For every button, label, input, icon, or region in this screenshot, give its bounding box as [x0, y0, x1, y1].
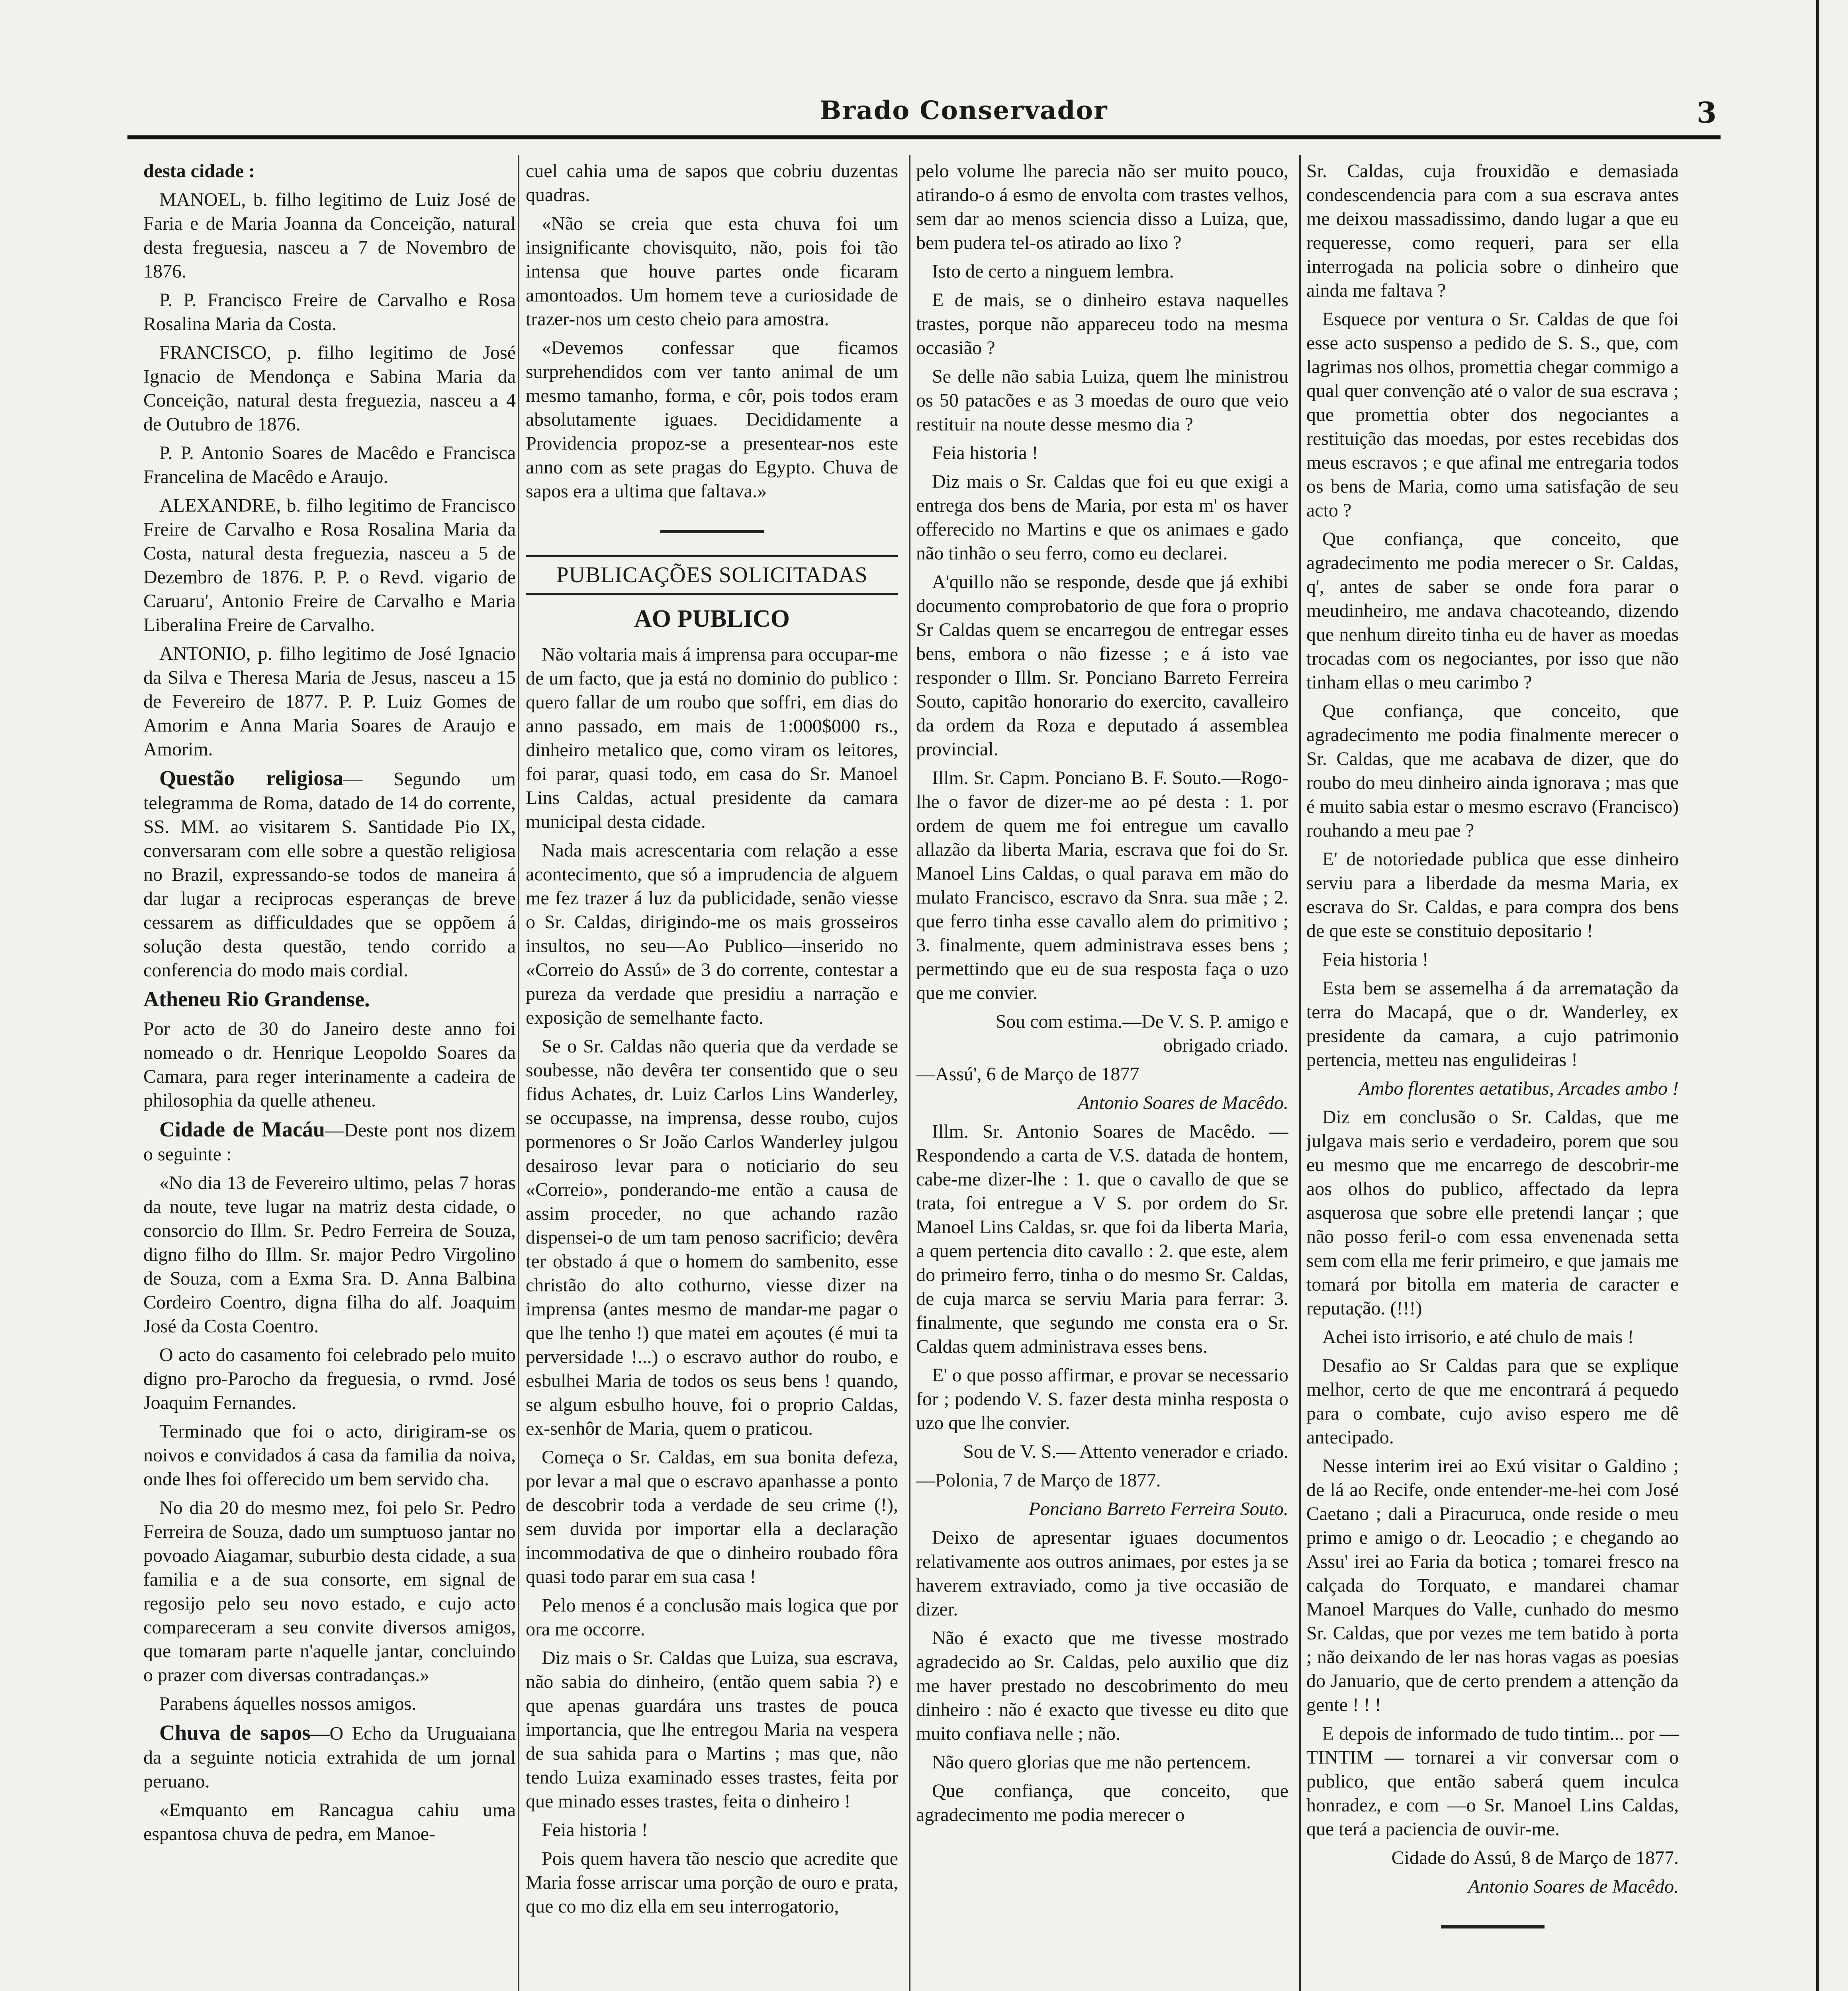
paragraph: Esquece por ventura o Sr. Caldas de que foi esse acto suspenso a pedido de S. S., que, com lagrimas nos olhos, promettia chegar commigo a qual quer convenção até o valor de sua escrava ; que promettia obter dos negociantes a restituição das moedas, por estes recebidas dos meus escravos ; e que afinal me entregaria todos os bens de Maria, como uma satisfação de seu acto ? [1306, 309, 1679, 521]
paragraph: Feia historia ! [542, 1819, 648, 1840]
letter-closing: Sou com estima.—De V. S. P. amigo e obrigado criado. [995, 1011, 1288, 1056]
ornament-rule [526, 515, 898, 539]
paragraph: —O Echo da Uruguaiana da a seguinte noticia extrahida de um jornal peruano. [143, 1723, 516, 1792]
paragraph: desta cidade : [143, 160, 255, 182]
paragraph: Começa o Sr. Caldas, em sua bonita defeza, por levar a mal que o escravo apanhasse a ponto de descobrir toda a verdade de seu crime (!), sem duvida por importar ella a declaração incommodativa de que o dinheiro roubado fôra quasi todo parar em sua casa ! [526, 1447, 898, 1587]
paragraph: Parabens áquelles nossos amigos. [159, 1693, 417, 1714]
article-atheneu [143, 987, 516, 1012]
paragraph: Deixo de apresentar iguaes documentos relativamente aos outros animaes, por estes ja se haverem extraviado, como ja tive occasião de dizer. [916, 1527, 1288, 1620]
paragraph: Feia historia ! [1322, 949, 1429, 970]
paragraph: — Segundo um telegramma de Roma, datado de 14 do corrente, SS. MM. ao visitarem S. Santidade Pio IX, conversaram com elle sobre a questão religiosa no Brazil, expressando-se todos de maneira á dar lugar a reciprocas esperanças de breve cessarem as difficuldades que se oppõem á solução desta questão, tendo corrido a conferencia do modo mais cordial. [143, 769, 516, 981]
paragraph: «No dia 13 de Fevereiro ultimo, pelas 7 horas da noute, teve lugar na matriz desta cidade, o consorcio do Illm. Sr. Pedro Ferreira de Souza, digno filho do Illm. Sr. major Pedro Virgolino de Souza, com a Exma Sra. D. Anna Balbina Cordeiro Coentro, digna filha do alf. Joaquim José da Costa Coentro. [143, 1172, 516, 1337]
paragraph: Nada mais acrescentaria com relação a esse acontecimento, que só a imprudencia de alguem me fez trazer á luz da publicidade, senão viesse o Sr. Caldas, dirigindo-me os mais grosseiros insultos, no seu—Ao Publico—inserido no «Correio do Assú» de 3 do corrente, contestar a pureza da verdade que presidiu a narração e exposição de semelhante facto. [526, 840, 898, 1028]
masthead [127, 88, 1721, 143]
article-heading: Atheneu Rio Grandense. [143, 987, 370, 1011]
paragraph: Não é exacto que me tivesse mostrado agradecido ao Sr. Caldas, pelo auxilio que diz me haver prestado no descobrimento do meu dinheiro : não é exacto que tivesse eu dito que muito confiava nelle ; não. [916, 1627, 1288, 1744]
paragraph: No dia 20 do mesmo mez, foi pelo Sr. Pedro Ferreira de Souza, dado um sumptuoso jantar no povoado Aiagamar, suburbio desta cidade, a sua familia e a de sua consorte, em signal de regosijo pelo seu novo estado, e cujo acto compareceram a seu convite diversos amigos, que tomaram parte n'aquelle jantar, concluindo o prazer com diversas contradanças.» [143, 1497, 516, 1686]
column-3 [916, 159, 1288, 1991]
paragraph: ALEXANDRE, b. filho legitimo de Francisco Freire de Carvalho e Rosa Rosalina Maria da Costa, natural desta freguezia, nasceu a 5 de Dezembro de 1876. P. P. o Revd. vigario de Caruaru', Antonio Freire de Carvalho e Maria Liberalina Freire de Carvalho. [143, 495, 516, 636]
masthead-rule [127, 135, 1721, 139]
page-number: 3 [1696, 96, 1717, 129]
paragraph: Que confiança, que conceito, que agradecimento me podia merecer o Sr. Caldas, q', antes de saber se onde fora parar o meudinheiro, me andava chacoteando, dizendo que nenhum direito tinha eu de haver as moedas trocadas com os negociantes, por isso que não tinham ellas o meu carimbo ? [1306, 528, 1679, 693]
article-cidade-macau [143, 1117, 516, 1166]
paragraph: Esta bem se assemelha á da arrematação da terra do Macapá, que o dr. Wanderley, ex presidente da camara, a cujo patrimonio pertencia, metteu nas engulideiras ! [1306, 978, 1679, 1070]
paragraph: «Não se creia que esta chuva foi um insignificante chovisquito, não, pois foi tão intensa que houve partes onde ficaram amontoados. Um homem teve a curiosidade de trazer-nos um cesto cheio para amostra. [526, 213, 898, 330]
paragraph: —Deste pont nos dizem o seguinte : [143, 1120, 516, 1165]
paragraph: Pelo menos é a conclusão mais logica que por ora me occorre. [526, 1595, 898, 1640]
column-divider [1299, 155, 1301, 1991]
article-title: AO PUBLICO [634, 605, 790, 632]
paragraph: Que confiança, que conceito, que agradecimento me podia finalmente merecer o Sr. Caldas, que me acabava de dizer, que do roubo do meu dinheiro ainda ignorava ; mas que é muito sabia estar o mesmo escravo (Francisco) rouhando a meu pae ? [1306, 700, 1679, 841]
paragraph: Terminado que foi o acto, dirigiram-se os noivos e convidados á casa da familia da noiva, onde lhes foi offerecido um bem servido cha. [143, 1421, 516, 1490]
paragraph: Não voltaria mais á imprensa para occupar-me de um facto, que ja está no dominio do publico : quero fallar de um roubo que soffri, em dias do anno passado, em mais de 1:000$000 rs., dinheiro metalico que, como viram os leitores, foi parar, quasi todo, em casa do Sr. Manoel Lins Caldas, actual presidente da camara municipal desta cidade. [526, 644, 898, 832]
signature: Ponciano Barreto Ferreira Souto. [1028, 1498, 1288, 1520]
article-chuva-sapos [143, 1721, 516, 1793]
letter-paragraph: Illm. Sr. Antonio Soares de Macêdo. —Respondendo a carta de V.S. datada de hontem, cabe-me dizer-lhe : 1. que o cavallo de que se trata, foi entregue a V S. por ordem do Sr. Manoel Lins Caldas, sr. que foi da liberta Maria, a quem pertencia dito cavallo : 2. que este, alem do primeiro ferro, tinha o do mesmo Sr. Caldas, de cuja marca se serviu Maria para ferrar: 3. finalmente, que segundo me consta era o Sr. Caldas quem administrava esses bens. [916, 1121, 1288, 1357]
paragraph: Por acto de 30 do Janeiro deste anno foi nomeado o dr. Henrique Leopoldo Soares da Camara, para reger interinamente a cadeira de philosophia da quelle atheneu. [143, 1018, 516, 1111]
paragraph: Desafio ao Sr Caldas para que se explique melhor, certo de que me encontrará á pequedo para o combate, cujo aviso espero me dê antecipado. [1306, 1355, 1679, 1448]
paragraph: Isto de certo a ninguem lembra. [932, 261, 1174, 282]
letter-date: —Polonia, 7 de Março de 1877. [916, 1470, 1161, 1491]
paragraph: Achei isto irrisorio, e até chulo de mais ! [1322, 1326, 1634, 1348]
newspaper-title: Brado Conservador [820, 96, 1108, 125]
paragraph: ANTONIO, p. filho legitimo de José Ignacio da Silva e Theresa Maria de Jesus, nasceu a 15 de Fevereiro de 1877. P. P. Luiz Gomes de Amorim e Anna Maria Soares de Araujo e Amorim. [143, 643, 516, 760]
paragraph: Feia historia ! [932, 442, 1038, 464]
paragraph: A'quillo não se responde, desde que já exhibi documento comprobatorio de que fora o proprio Sr Caldas quem se encarregou de entregar esses bens, embora o não fizesse ; e á isto vae responder o Illm. Sr. Ponciano Barreto Ferreira Souto, capitão honorario do exercito, cavalleiro da ordem da Roza e deputado á assemblea provincial. [916, 571, 1288, 760]
paragraph: MANOEL, b. filho legitimo de Luiz José de Faria e de Maria Joanna da Conceição, natural desta freguesia, nasceu a 7 de Novembro de 1876. [143, 189, 516, 282]
paragraph: Diz em conclusão o Sr. Caldas, que me julgava mais serio e verdadeiro, porem que sou eu mesmo que me encarrego de descobrir-me aos olhos do publico, affectado da lepra asquerosa que sobre elle pretendi lançar ; que não posso feril-o com essa envenenada setta sem com ella me ferir primeiro, e que jamais me tomará por bitolla em materia de caracter e reputação. (!!!) [1306, 1107, 1679, 1319]
paragraph: E de mais, se o dinheiro estava naquelles trastes, porque não appareceu todo na mesma occasião ? [916, 289, 1288, 358]
article-questao-religiosa [143, 766, 516, 982]
column-divider [909, 155, 910, 1991]
paragraph: Nesse interim irei ao Exú visitar o Galdino ; de lá ao Recife, onde entender-me-hei com José Caetano ; dali a Piracuruca, onde reside o meu primo e amigo o dr. Leocadio ; e chegando ao Assu' irei ao Faria da botica ; tomarei fresco na calçada do Torquato, e mandarei chamar Manoel Marques do Valle, cunhado do mesmo Sr. Caldas, que por vezes me tem batido à porta ; não deixando de ler nas horas vagas as poesias do Januario, que de certo prendem a attenção da gente ! ! ! [1306, 1455, 1679, 1715]
page-edge [1816, 0, 1819, 1991]
column-divider [518, 155, 519, 1991]
paragraph: pelo volume lhe parecia não ser muito pouco, atirando-o á esmo de envolta com trastes velhos, sem dar ao menos sciencia disso a Luiza, que, bem pudera tel-os atirado ao lixo ? [916, 160, 1288, 253]
paragraph: Se delle não sabia Luiza, quem lhe ministrou os 50 patacões e as 3 moedas de ouro que veio restituir na noute desse mesmo dia ? [916, 366, 1288, 435]
letter-date: —Assú', 6 de Março de 1877 [916, 1064, 1139, 1085]
paragraph: E' de notoriedade publica que esse dinheiro serviu para a liberdade da mesma Maria, ex escrava do Sr. Caldas, e para compra dos bens de que este se constituio depositario ! [1306, 849, 1679, 941]
paragraph: FRANCISCO, p. filho legitimo de José Ignacio de Mendonça e Sabina Maria da Conceição, natural desta freguezia, nasceu a 4 de Outubro de 1876. [143, 342, 516, 435]
column-2 [526, 159, 898, 1991]
section-heading: PUBLICAÇÕES SOLICITADAS [526, 555, 898, 595]
paragraph: Sr. Caldas, cuja frouxidão e demasiada condescendencia para com a sua escrava antes me deixou massadissimo, dando lugar a que eu requeresse, como requeri, para ser ella interrogada na policia sobre o dinheiro que ainda me faltava ? [1306, 160, 1679, 301]
paragraph: cuel cahia uma de sapos que cobriu duzentas quadras. [526, 160, 898, 205]
paragraph: Pois quem havera tão nescio que acredite que Maria fosse arriscar uma porção de ouro e prata, que co mo diz ella em seu interrogatorio, [526, 1848, 898, 1917]
paragraph: Que confiança, que conceito, que agradecimento me podia merecer o [916, 1780, 1288, 1825]
signature: Antonio Soares de Macêdo. [1078, 1092, 1288, 1113]
paragraph: «Emquanto em Rancagua cahiu uma espantosa chuva de pedra, em Manoe- [143, 1799, 516, 1844]
paragraph: O acto do casamento foi celebrado pelo muito digno pro-Parocho da freguesia, o rvmd. José Joaquim Fernandes. [143, 1344, 516, 1413]
paragraph: E' o que posso affirmar, e provar se necessario for ; podendo V. S. fazer desta minha resposta o uzo que lhe convier. [916, 1365, 1288, 1434]
paragraph: Não quero glorias que me não pertencem. [932, 1752, 1251, 1773]
paragraph: «Devemos confessar que ficamos surprehendidos com ver tanto animal de um mesmo tamanho, forma, e côr, pois todos eram absolutamente iguaes. Decididamente a Providencia propoz-se a presentear-nos este anno com as sete pragas do Egypto. Chuva de sapos era a ultima que faltava.» [526, 337, 898, 502]
column-4 [1306, 159, 1679, 1991]
ornament-rule [1306, 1911, 1679, 1934]
quotation: Ambo florentes aetatibus, Arcades ambo ! [1359, 1078, 1679, 1099]
paragraph: P. P. Francisco Freire de Carvalho e Rosa Rosalina Maria da Costa. [143, 289, 516, 334]
paragraph: P. P. Antonio Soares de Macêdo e Francisca Francelina de Macêdo e Araujo. [143, 442, 516, 487]
signature: Antonio Soares de Macêdo. [1468, 1876, 1679, 1897]
paragraph: Diz mais o Sr. Caldas que foi eu que exigi a entrega dos bens de Maria, por esta m' os haver offerecido no Martins e que os animaes e gado não tinhão o seu ferro, como eu declarei. [916, 471, 1288, 564]
article-heading: Cidade de Macáu [159, 1117, 325, 1141]
dateline: Cidade do Assú, 8 de Março de 1877. [1391, 1847, 1679, 1868]
article-heading: Chuva de sapos [159, 1721, 311, 1745]
letter-closing: Sou de V. S.— Attento venerador e criado. [963, 1441, 1288, 1462]
column-1 [143, 159, 516, 1991]
article-heading: Questão religiosa [159, 766, 344, 790]
paragraph: Se o Sr. Caldas não queria que da verdade se soubesse, não devêra ter consentido que o seu fidus Achates, dr. Luiz Carlos Lins Wanderley, se occupasse, na imprensa, desse roubo, cujos pormenores o Sr João Carlos Wanderley julgou desairoso levar para o noticiario do seu «Correio», ponderando-me então a causa de assim proceder, no que achando razão dispensei-o de um tam penoso sacrificio; devêra ter obstado á que o homem do sambenito, esse christão do alto cothurno, viesse dizer na imprensa (antes mesmo de mandar-me pagar o que lhe tenho !) que matei em açoutes (é mui ta perversidade !...) o escravo author do roubo, e esbulhei Maria de todos os seus bens ! quando, se algum esbulho houve, foi o proprio Caldas, ex-senhôr de Maria, quem o praticou. [526, 1036, 898, 1439]
paragraph: E depois de informado de tudo tintim... por — TINTIM — tornarei a vir conversar com o publico, que então saberá quem inculca honradez, e com —o Sr. Manoel Lins Caldas, que terá a paciencia de ouvir-me. [1306, 1723, 1679, 1840]
letter-paragraph: Illm. Sr. Capm. Ponciano B. F. Souto.—Rogo-lhe o favor de dizer-me ao pé desta : 1. por ordem de quem me foi entregue um cavallo allazão da liberta Maria, escrava que foi do Sr. Manoel Lins Caldas, o qual parava em mão do mulato Francisco, escravo da Snra. sua mãe ; 2. que ferro tinha esse cavallo alem do primitivo ; 3. finalmente, quem administrava esses bens ; permettindo que eu de sua resposta faça o uzo que me convier. [916, 767, 1288, 1003]
paragraph: Diz mais o Sr. Caldas que Luiza, sua escrava, não sabia do dinheiro, (então quem sabia ?) e que apenas guardára uns trastes de pouca importancia, que lhe entregou Maria na vespera de sua sahida para o Martins ; mas que, não tendo Luiza examinado esses trastes, feita por que minado esses trastes, feita o dinheiro ! [526, 1647, 898, 1812]
